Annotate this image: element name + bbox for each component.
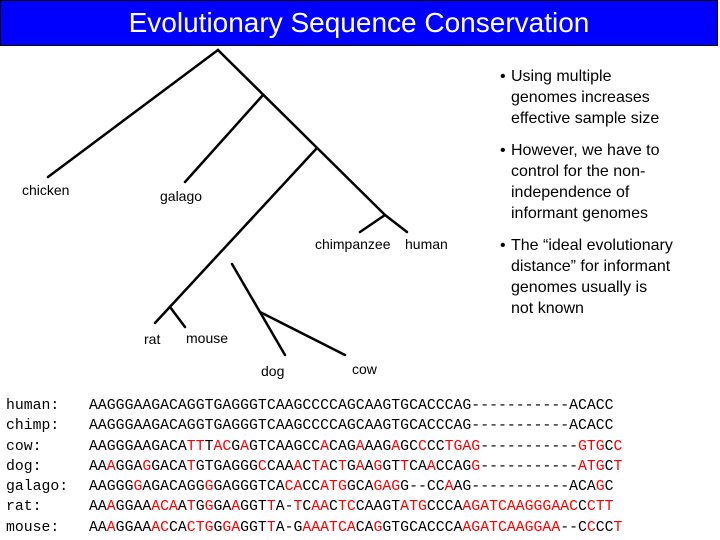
bullet-line: However, we have to <box>511 142 660 159</box>
leaf-label-chicken: chicken <box>22 182 70 198</box>
bullet-item <box>500 140 715 224</box>
leaf-label-chimpanzee: chimpanzee <box>315 236 391 252</box>
branch-root-mammals <box>218 50 385 215</box>
bullet-list <box>500 66 715 330</box>
sequence: AAAGGAGGACATGTGAGGGCCAAACTACTGAAGGTTCAACCAGG-----------ATGCT <box>89 458 623 475</box>
species-label: dog: <box>6 458 42 475</box>
alignment-row <box>6 416 622 436</box>
species-label: galago: <box>6 479 69 496</box>
alignment-row <box>6 497 622 517</box>
alignment-row <box>6 396 622 416</box>
species-label: human: <box>6 398 60 414</box>
branch-primates <box>360 215 385 232</box>
alignment-row <box>6 477 622 497</box>
alignment-row <box>6 457 622 477</box>
leaf-label-rat: rat <box>144 331 161 347</box>
sequence: AAGGGGAGACAGGGGAGGGTCACACCATGGCAGAGG--CCAAG-----------ACAGC <box>89 479 614 496</box>
species-label: rat: <box>6 499 42 516</box>
bullet-line: not known <box>511 300 584 317</box>
leaf-label-human: human <box>405 236 448 252</box>
sequence-alignment <box>6 396 622 538</box>
species-label: mouse: <box>6 519 60 536</box>
branch-laurasiatheria <box>232 264 285 355</box>
leaf-label-mouse: mouse <box>186 330 229 346</box>
leaf-label-cow: cow <box>352 361 377 377</box>
bullet-line: independence of <box>511 184 630 201</box>
species-label: chimp: <box>6 418 60 435</box>
bullet-item <box>500 66 715 129</box>
bullet-line: Using multiple <box>511 68 612 85</box>
bullet-line: informant genomes <box>511 205 648 222</box>
bullet-line: genomes increases <box>511 89 650 106</box>
sequence: AAAGGAAACCACTGGGAGGTTA-GAAATCACAGGTGCACCCAAGATCAAGGAA--CCCCT <box>89 519 623 536</box>
leaf-label-dog: dog <box>261 363 285 379</box>
sequence: AAGGGAAGACATTTACGAGTCAAGCCACAGAAAGAGCCCCTGAG-----------GTGCC <box>89 438 623 455</box>
species-label: cow: <box>6 438 42 455</box>
bullet-item <box>500 235 715 319</box>
slide-title: Evolutionary Sequence Conservation <box>128 7 590 38</box>
bullet-line: effective sample size <box>511 110 660 127</box>
bullet-line: The “ideal evolutionary <box>511 237 673 254</box>
bullet-line: distance” for informant <box>511 258 671 275</box>
bullet-dot: • <box>500 237 506 254</box>
bullet-line: control for the non- <box>511 163 646 180</box>
sequence: AAGGGAAGACAGGTGAGGGTCAAGCCCCAGCAAGTGCACCCAG-----------ACACC <box>89 418 614 435</box>
branch-human <box>385 215 407 232</box>
branch-glires <box>155 148 317 323</box>
bullet-dot: • <box>500 68 506 85</box>
branch-galago <box>185 95 263 182</box>
bullet-line: genomes usually is <box>511 279 648 296</box>
alignment-row <box>6 437 622 457</box>
branch-root-chicken <box>48 50 218 177</box>
leaf-label-galago: galago <box>160 188 203 204</box>
sequence: AAGGGAAGACAGGTGAGGGTCAAGCCCCAGCAAGTGCACCCAG-----------ACACC <box>89 398 614 414</box>
alignment-row <box>6 518 622 538</box>
sequence: AAAGGAAACAATGGGAAGGTTA-TCAACTCCAAGTATGCCCAAGATCAAGGGAACCCTT <box>89 499 614 516</box>
branch-mouse <box>170 307 185 327</box>
bullet-dot: • <box>500 142 506 159</box>
